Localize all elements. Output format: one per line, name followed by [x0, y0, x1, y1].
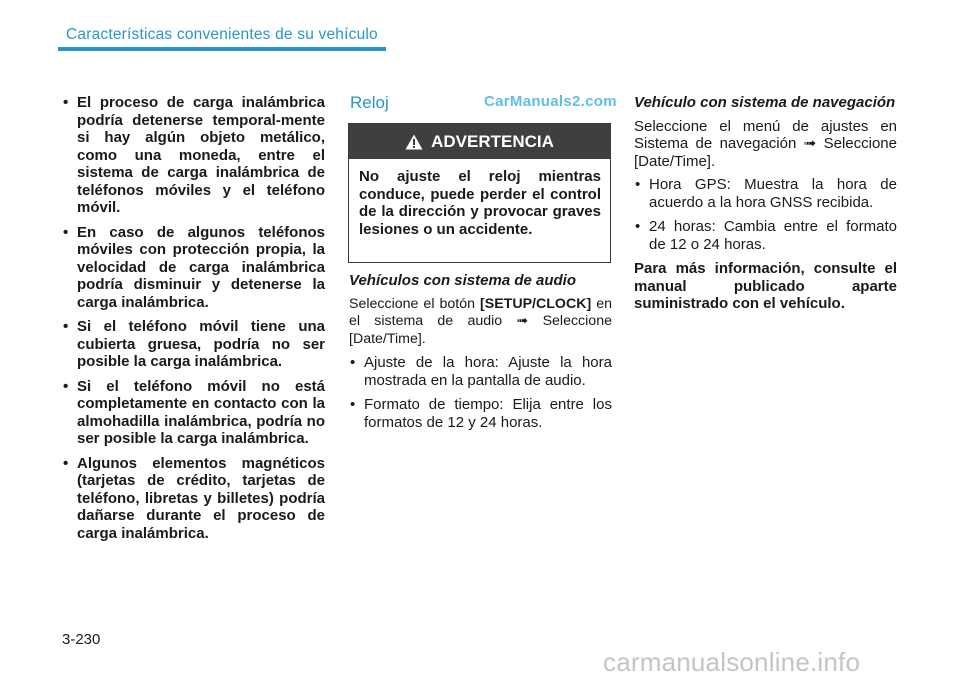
right-column [634, 94, 897, 319]
list-item: • En caso de algunos teléfonos móviles con protección propia, la velocidad de carga inalámbrica podría disminuir y detenerse la carga inalámbrica. [62, 224, 325, 312]
list-item: • Hora GPS: Muestra la hora de acuerdo a la hora GNSS recibida. [634, 176, 897, 211]
audio-subtitle: Vehículos con sistema de audio [349, 272, 577, 289]
warning-box [348, 123, 611, 263]
list-item: • Ajuste de la hora: Ajuste la hora mostrada en la pantalla de audio. [349, 354, 612, 389]
navigation-subtitle: Vehículo con sistema de navegación [634, 94, 896, 111]
warning-text: No ajuste el reloj mientras conduce, puede perder el control de la dirección y provocar graves lesiones o un accidente. [359, 168, 601, 238]
charging-notes-list [62, 94, 325, 542]
audio-section [349, 272, 612, 438]
left-column [62, 94, 325, 549]
list-item: • El proceso de carga inalámbrica podría detenerse temporal-mente si hay algún objeto metálico, como una moneda, entre el sistema de carga inalámbrica de teléfonos móviles y el teléfono móvil. [62, 94, 325, 217]
navigation-options-list [634, 176, 897, 253]
arrow-right-icon: ➟ [803, 135, 817, 152]
nav-intro-2: Seleccione [Date/Time]. [634, 135, 897, 170]
footer-watermark[interactable]: carmanualsonline.info [603, 647, 861, 677]
list-item: • Si el teléfono móvil no está completamente en contacto con la almohadilla inalámbrica, podría no ser posible la carga inalámbrica. [62, 378, 325, 448]
audio-intro-2: en el sistema de audio [349, 295, 612, 329]
section-title-reloj: Reloj [350, 93, 389, 112]
section-header-title: Características convenientes de su vehículo [66, 26, 378, 43]
audio-options-list [349, 354, 612, 431]
audio-intro-3: Seleccione [Date/Time]. [349, 313, 612, 347]
navigation-instructions [634, 118, 897, 171]
header-rule [58, 47, 386, 51]
list-item: • Formato de tiempo: Elija entre los formatos de 12 y 24 horas. [349, 396, 612, 431]
list-item: • Algunos elementos magnéticos (tarjetas de crédito, tarjetas de teléfono, libretas y billetes) podría dañarse durante el proceso de carga inalámbrica. [62, 455, 325, 543]
list-item: • Si el teléfono móvil tiene una cubierta gruesa, podría no ser posible la carga inalámbrica. [62, 318, 325, 371]
warning-header [349, 124, 610, 159]
warning-title: ADVERTENCIA [431, 131, 554, 151]
audio-instructions [349, 296, 612, 349]
setup-clock-button-label: [SETUP/CLOCK] [480, 295, 592, 312]
list-item: • 24 horas: Cambia entre el formato de 12 o 24 horas. [634, 218, 897, 253]
site-watermark[interactable]: CarManuals2.com [484, 93, 617, 110]
nav-intro-1: Seleccione el menú de ajustes en Sistema de navegación [634, 117, 897, 152]
arrow-right-icon: ➟ [516, 313, 529, 329]
warning-triangle-icon [405, 134, 423, 150]
more-info-note: Para más información, consulte el manual publicado aparte suministrado con el vehículo. [634, 260, 897, 312]
page-number: 3-230 [62, 631, 101, 648]
audio-intro-1: Seleccione el botón [349, 295, 475, 312]
